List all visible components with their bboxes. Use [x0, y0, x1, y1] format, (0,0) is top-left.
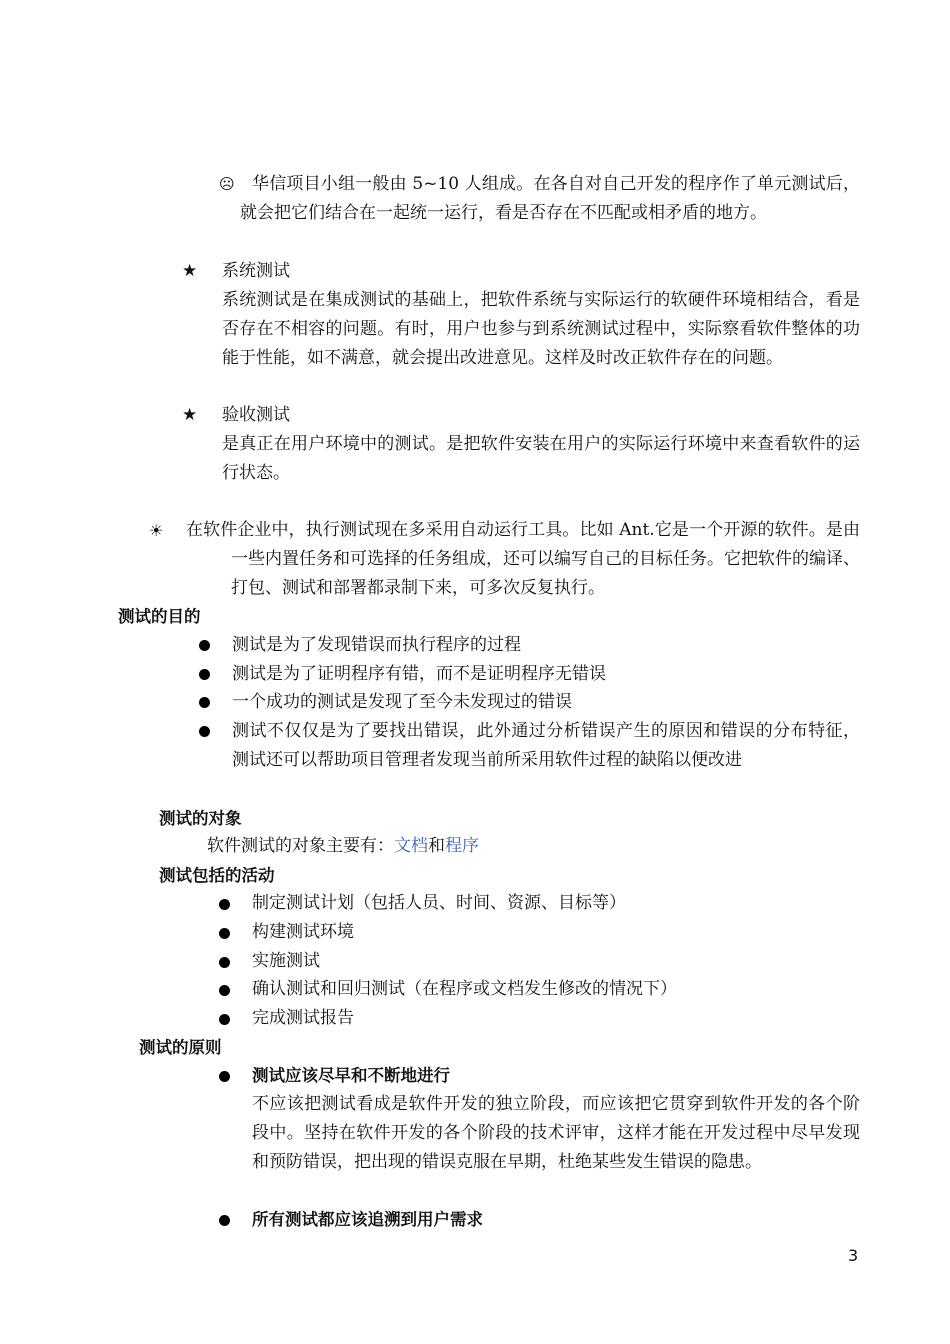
activity-item: 构建测试环境 [252, 922, 354, 942]
bullet-dot-icon [199, 697, 210, 708]
purpose-heading: 测试的目的 [118, 607, 201, 626]
document-link[interactable]: 文档 [394, 836, 428, 856]
bullet-dot-icon [199, 669, 210, 680]
object-and: 和 [428, 836, 445, 856]
activity-item: 确认测试和回归测试（在程序或文档发生修改的情况下） [252, 979, 677, 999]
bullet-dot-icon [199, 726, 210, 737]
bullet-dot-icon [219, 1215, 230, 1226]
object-line [207, 832, 479, 861]
object-lead: 软件测试的对象主要有： [207, 836, 394, 856]
star-bullet-icon: ★ [182, 405, 198, 425]
object-heading: 测试的对象 [159, 809, 242, 828]
purpose-item: 测试是为了证明程序有错，而不是证明程序无错误 [232, 664, 606, 684]
bullet-dot-icon [219, 957, 230, 968]
principle-title: 测试应该尽早和不断地进行 [252, 1066, 450, 1085]
bullet-dot-icon [219, 1014, 230, 1025]
purpose-item: 一个成功的测试是发现了至今未发现过的错误 [232, 692, 572, 712]
activity-item: 完成测试报告 [252, 1008, 354, 1028]
activities-heading: 测试包括的活动 [159, 866, 275, 885]
purpose-item: 测试不仅仅是为了要找出错误，此外通过分析错误产生的原因和错误的分布特征，测试还可以帮助项目管理者发现当前所采用软件过程的缺陷以便改进 [232, 721, 860, 770]
sun-bullet-icon: ☀ [149, 521, 164, 540]
acceptance-test-title: 验收测试 [222, 405, 290, 425]
bullet-dot-icon [199, 640, 210, 651]
bullet-dot-icon [219, 1071, 230, 1082]
principles-heading: 测试的原则 [139, 1038, 222, 1057]
bullet-dot-icon [219, 985, 230, 996]
page-number: 3 [848, 1246, 859, 1265]
activity-item: 实施测试 [252, 951, 320, 971]
automation-tools-paragraph [186, 516, 860, 603]
program-link[interactable]: 程序 [445, 836, 479, 856]
star-bullet-icon: ★ [182, 261, 198, 281]
frown-bullet-icon: ☹ [219, 175, 235, 193]
system-test-title: 系统测试 [222, 261, 290, 281]
system-test-body: 系统测试是在集成测试的基础上，把软件系统与实际运行的软硬件环境相结合，看是否存在不相容的问题。有时，用户也参与到系统测试过程中，实际察看软件整体的功能于性能，如不满意，就会提出改进意见。这样及时改正软件存在的问题。 [222, 290, 860, 368]
acceptance-test-body: 是真正在用户环境中的测试。是把软件安装在用户的实际运行环境中来查看软件的运行状态。 [222, 434, 860, 483]
purpose-item: 测试是为了发现错误而执行程序的过程 [232, 635, 521, 655]
team-size-paragraph: 华信项目小组一般由 5~10 人组成。在各自对自己开发的程序作了单元测试后，就会把它们结合在一起统一运行，看是否存在不匹配或相矛盾的地方。 [240, 174, 860, 223]
principle-title: 所有测试都应该追溯到用户需求 [252, 1210, 483, 1229]
bullet-dot-icon [219, 928, 230, 939]
bullet-dot-icon [219, 899, 230, 910]
automation-tools-text: 在软件企业中，执行测试现在多采用自动运行工具。比如 Ant.它是一个开源的软件。是由一些内置任务和可选择的任务组成，还可以编写自己的目标任务。它把软件的编译、打包、测试和部署都录制下来，可多次反复执行。 [186, 520, 860, 598]
activity-item: 制定测试计划（包括人员、时间、资源、目标等） [252, 893, 626, 913]
principle-body: 不应该把测试看成是软件开发的独立阶段，而应该把它贯穿到软件开发的各个阶段中。坚持在软件开发的各个阶段的技术评审，这样才能在开发过程中尽早发现和预防错误，把出现的错误克服在早期，杜绝某些发生错误的隐患。 [252, 1094, 860, 1172]
